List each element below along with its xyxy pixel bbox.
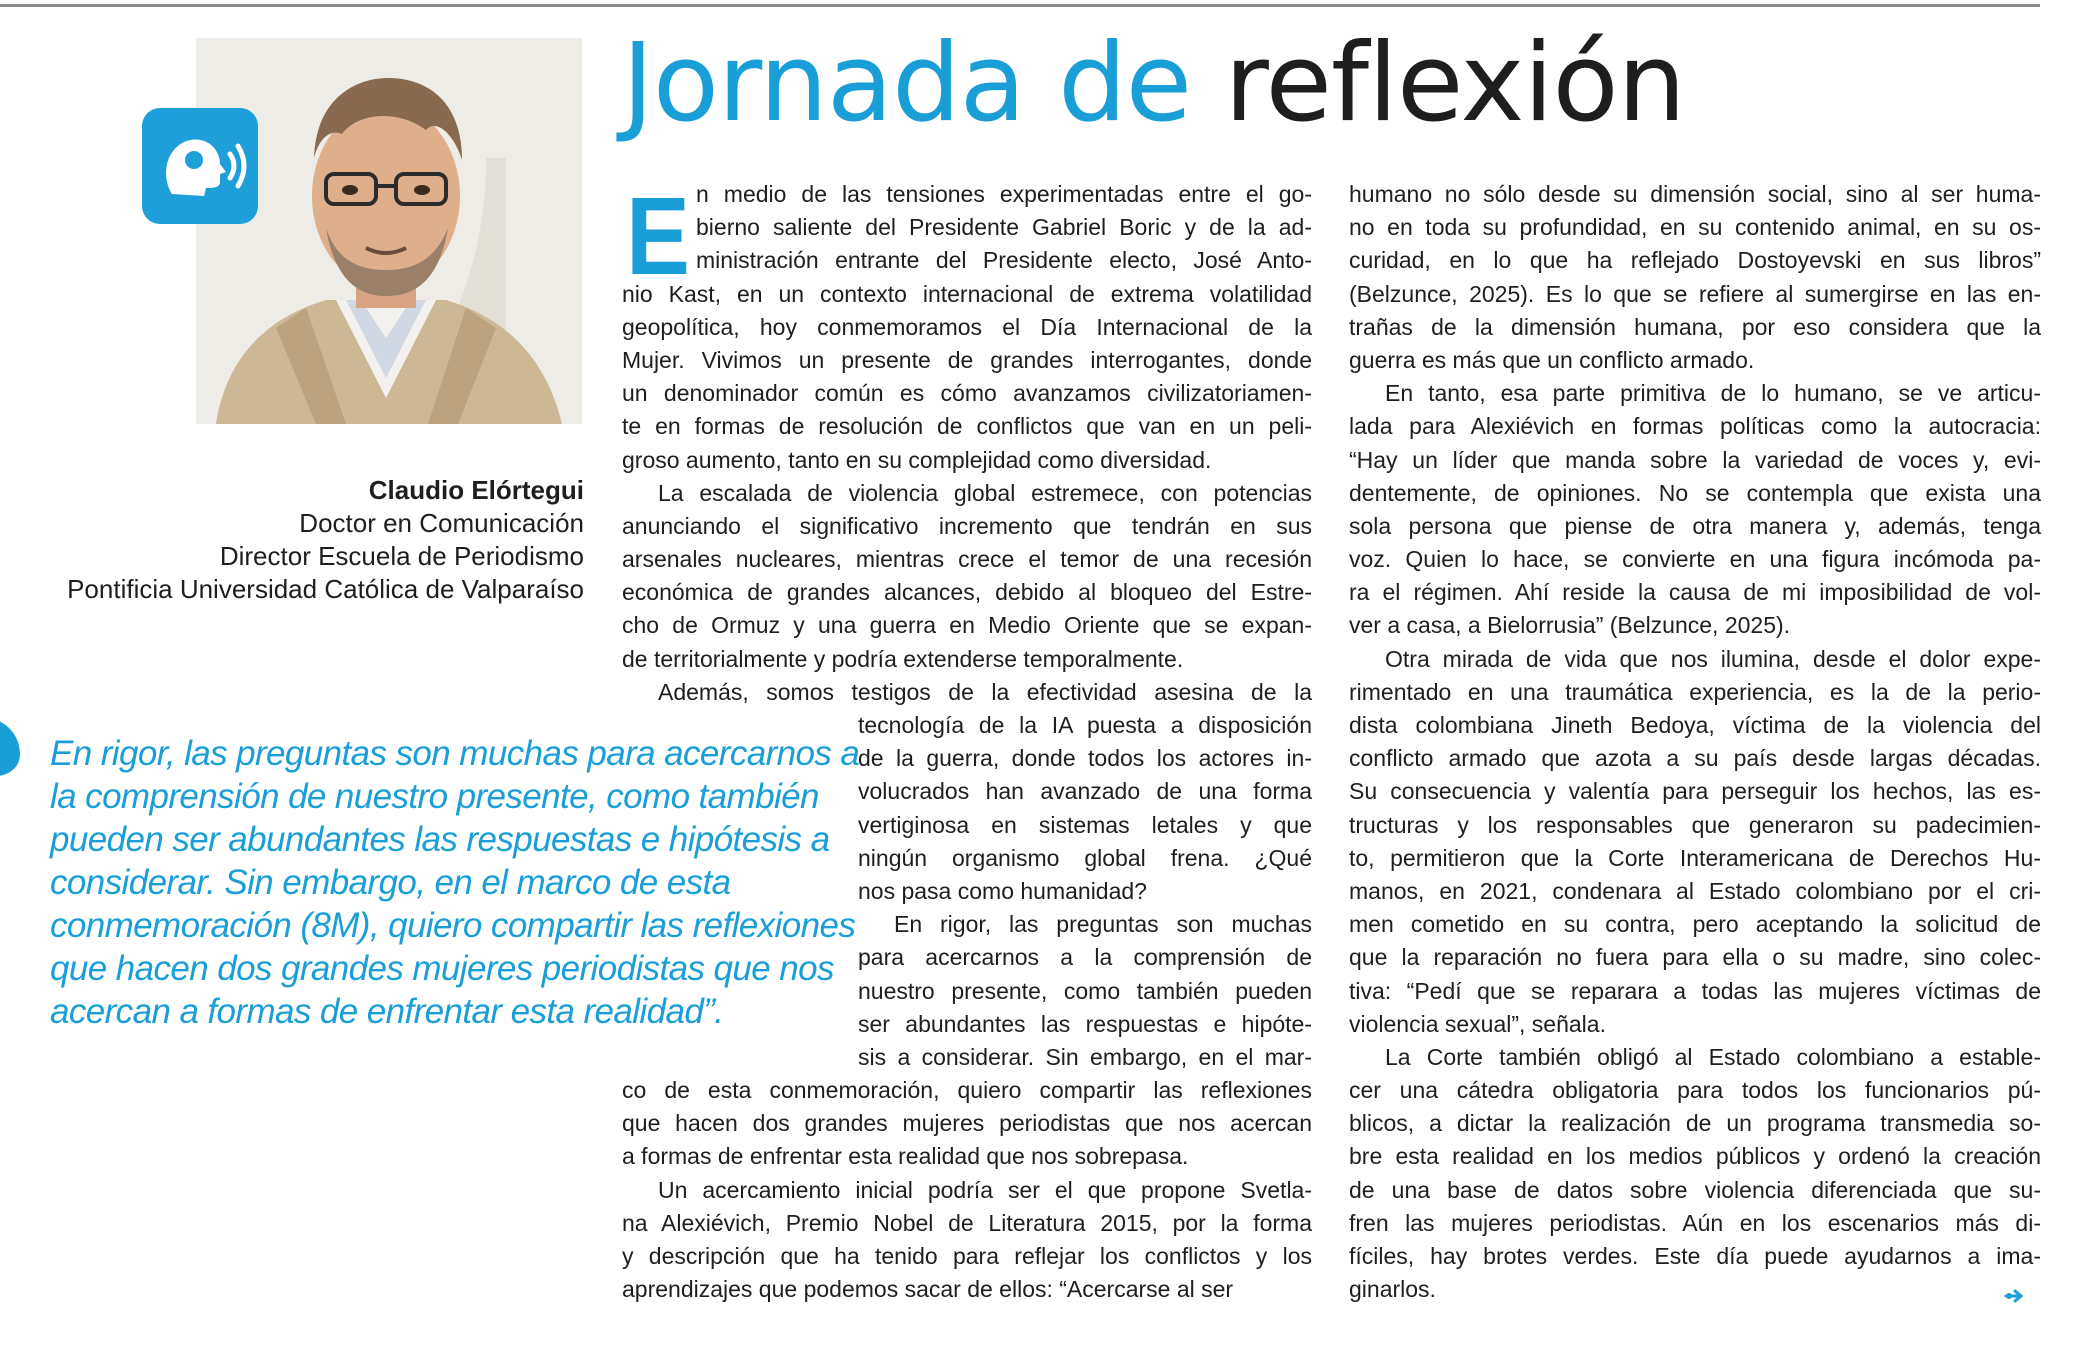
article-text-line: tiva: “Pedí que se reparara a todas las mujeres víctimas de (1349, 977, 2041, 1004)
article-text-line: curidad, en lo que ha reflejado Dostoyevski en sus libros” (1349, 247, 2041, 274)
article-text-line: Un acercamiento inicial podría ser el que propone Svetla- (658, 1176, 1312, 1203)
article-text-line: te en formas de resolución de conflictos que van en un peli- (622, 413, 1312, 440)
opening-quote-icon (0, 636, 26, 776)
pull-quote-line: En rigor, las preguntas son muchas para acercarnos a (50, 734, 860, 773)
continue-arrow-icon (2004, 1288, 2028, 1304)
title-highlight: Jornada de (622, 21, 1192, 146)
article-text-line: un denominador común es cómo avanzamos civilizatoriamen- (622, 380, 1312, 407)
article-text-line: n medio de las tensiones experimentadas entre el go- (696, 181, 1312, 207)
article-text-line: lada para Alexiévich en formas políticas como la autocracia: (1349, 413, 2041, 440)
article-text-line: ministración entrante del Presidente electo, José Anto- (696, 247, 1312, 274)
author-position: Director Escuela de Periodismo (219, 541, 584, 571)
article-text-line: rimentado en una traumática experiencia, es la de la perio- (1349, 678, 2041, 705)
article-text-line: ginarlos. (1349, 1276, 1436, 1303)
article-title (622, 21, 1685, 146)
article-text-line: tecnología de la IA puesta a disposición (858, 712, 1312, 738)
article-text-line: violencia sexual”, señala. (1349, 1010, 1606, 1037)
article-text-line: a formas de enfrentar esta realidad que nos sobrepasa. (622, 1143, 1189, 1170)
article-text-line: dentemente, de opiniones. No se contempla que exista una (1349, 479, 2041, 506)
article-text-line: económica de grandes alcances, debido al bloqueo del Estre- (622, 579, 1312, 606)
article-text-line: volucrados han avanzado de una forma (858, 778, 1312, 805)
speaking-head-icon (142, 108, 258, 224)
pull-quote-line: considerar. Sin embargo, en el marco de esta (50, 863, 731, 902)
article-text-line: fíciles, hay brotes verdes. Este día puede ayudarnos a ima- (1349, 1243, 2041, 1269)
article-text-line: La escalada de violencia global estremece, con potencias (658, 479, 1312, 506)
article-text-line: aprendizajes que podemos sacar de ellos: “Acercarse al ser (622, 1276, 1234, 1303)
article-text-line: to, permitieron que la Corte Interamericana de Derechos Hu- (1349, 844, 2041, 871)
article-text-line: no en toda su profundidad, en su contenido animal, en su os- (1349, 214, 2041, 241)
article-text-line: voz. Quien lo hace, se convierte en una figura incómoda pa- (1349, 546, 2041, 573)
article-text-line: y descripción que ha tenido para reflejar los conflictos y los (622, 1243, 1312, 1269)
article-text-line: co de esta conmemoración, quiero compartir las reflexiones (622, 1077, 1312, 1104)
article-text-line: geopolítica, hoy conmemoramos el Día Internacional de la (622, 313, 1312, 340)
article-text-line: arsenales nucleares, mientras crece el temor de una recesión (622, 546, 1312, 573)
author-institution: Pontificia Universidad Católica de Valparaíso (67, 574, 584, 604)
svg-text:E: E (626, 175, 690, 298)
pull-quote-line: acercan a formas de enfrentar esta realidad”. (50, 992, 724, 1031)
author-name: Claudio Elórtegui (368, 475, 584, 505)
article-text-line: ra el régimen. Ahí reside la causa de mi imposibilidad de vol- (1349, 579, 2041, 606)
article-text-line: sis a considerar. Sin embargo, en el mar- (858, 1043, 1312, 1070)
article-text-line: de la guerra, donde todos los actores in- (858, 745, 1312, 772)
article-text-line: que hacen dos grandes mujeres periodistas que nos acercan (622, 1110, 1312, 1137)
article-text-line: La Corte también obligó al Estado colombiano a estable- (1385, 1043, 2041, 1070)
article-text-line: Otra mirada de vida que nos ilumina, desde el dolor expe- (1385, 645, 2041, 672)
article-column-2 (1349, 178, 2041, 1306)
pull-quote-line: la comprensión de nuestro presente, como también (50, 777, 819, 816)
article-text-line: vertiginosa en sistemas letales y que (858, 811, 1312, 838)
author-byline (67, 474, 584, 606)
article-text-line: “Hay un líder que manda sobre la variedad de voces y, evi- (1349, 446, 2041, 473)
article-text-line: bre esta realidad en los medios públicos y ordenó la creación (1349, 1143, 2041, 1170)
article-text-line: (Belzunce, 2025). Es lo que se refiere al sumergirse en las en- (1349, 280, 2041, 307)
title-remainder: reflexión (1224, 21, 1685, 146)
article-text-line: cho de Ormuz y una guerra en Medio Oriente que se expan- (622, 612, 1312, 639)
article-text-line: Mujer. Vivimos un presente de grandes interrogantes, donde (622, 346, 1312, 373)
author-portrait (196, 38, 582, 424)
article-text-line: manos, en 2021, condenara al Estado colombiano por el cri- (1349, 877, 2041, 904)
article-text-line: En tanto, esa parte primitiva de lo humano, se ve articu- (1385, 380, 2041, 407)
article-text-line: humano no sólo desde su dimensión social, sino al ser huma- (1349, 181, 2041, 207)
article-text-line: conflicto armado que azota a su país desde largas décadas. (1349, 745, 2041, 772)
article-text-line: groso aumento, tanto en su complejidad como diversidad. (622, 446, 1212, 473)
article-text-line: nio Kast, en un contexto internacional de extrema volatilidad (622, 280, 1312, 307)
article-text-line: Además, somos testigos de la efectividad asesina de la (658, 678, 1312, 705)
article-text-line: blicos, a dictar la realización de un programa transmedia so- (1349, 1110, 2041, 1137)
article-text-line: nos pasa como humanidad? (858, 877, 1147, 904)
pull-quote-line: conmemoración (8M), quiero compartir las reflexiones (50, 906, 856, 945)
article-text-line: tructuras y los responsables que generaron su padecimien- (1349, 811, 2041, 838)
article-text-line: nuestro presente, como también pueden (858, 977, 1312, 1004)
article-text-line: dista colombiana Jineth Bedoya, víctima de la violencia del (1349, 712, 2041, 738)
article-text-line: En rigor, las preguntas son muchas (894, 911, 1312, 938)
pull-quote-line: pueden ser abundantes las respuestas e hipótesis a (50, 820, 830, 859)
article-text-line: sola persona que piense de otra manera y, además, tenga (1349, 512, 2041, 539)
article-text-line: cer una cátedra obligatoria para todos los funcionarios pú- (1349, 1077, 2041, 1104)
author-title: Doctor en Comunicación (299, 508, 584, 538)
article-text-line: men cometido en su contra, pero aceptando la solicitud de (1349, 911, 2041, 938)
article-text-line: trañas de la dimensión humana, por eso considera que la (1349, 313, 2041, 340)
article-text-line: fren las mujeres periodistas. Aún en los escenarios más di- (1349, 1209, 2041, 1236)
article-text-line: anunciando el significativo incremento que tendrán en sus (622, 512, 1312, 539)
pull-quote-line: que hacen dos grandes mujeres periodistas que nos (50, 949, 834, 988)
article-text-line: de una base de datos sobre violencia diferenciada que su- (1349, 1176, 2041, 1203)
article-text-line: ser abundantes las respuestas e hipóte- (858, 1010, 1312, 1037)
article-text-line: bierno saliente del Presidente Gabriel Boric y de la ad- (696, 214, 1312, 241)
article-column-1 (622, 178, 1312, 1306)
article-text-line: que la reparación no fuera para ella o su madre, sino colec- (1349, 944, 2041, 971)
article-text-line: na Alexiévich, Premio Nobel de Literatura 2015, por la forma (622, 1209, 1312, 1236)
article-text-line: ningún organismo global frena. ¿Qué (858, 844, 1312, 871)
article-text-line: guerra es más que un conflicto armado. (1349, 346, 1755, 373)
article-text-line: de territorialmente y podría extenderse temporalmente. (622, 645, 1184, 672)
top-rule (0, 4, 2040, 7)
article-text-line: Su consecuencia y valentía para perseguir los hechos, las es- (1349, 778, 2041, 805)
article-text-line: para acercarnos a la comprensión de (858, 944, 1312, 971)
article-text-line: ver a casa, a Bielorrusia” (Belzunce, 2025). (1349, 612, 1791, 639)
